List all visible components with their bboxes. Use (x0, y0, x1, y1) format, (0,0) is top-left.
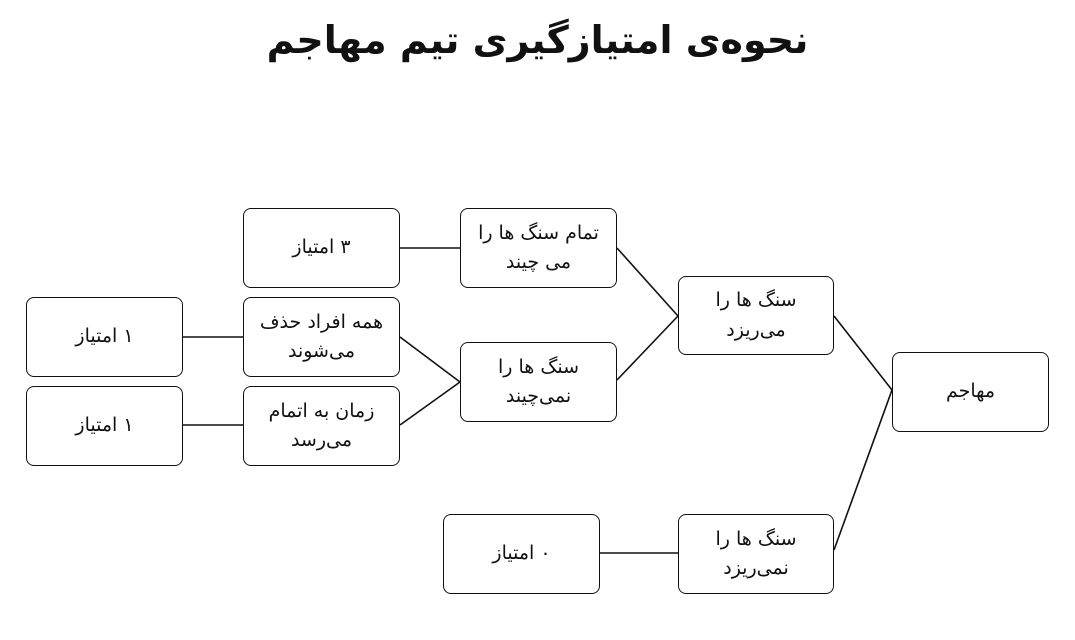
edge-nostack-timeup (400, 382, 460, 425)
edge-nostack-eliminated (400, 337, 460, 382)
node-attacker: مهاجم (892, 352, 1049, 432)
node-all-eliminated: همه افراد حذف می‌شوند (243, 297, 400, 377)
node-no-stack: سنگ ها را نمی‌چیند (460, 342, 617, 422)
node-stack-all: تمام سنگ ها را می چیند (460, 208, 617, 288)
node-score-3: ۳ امتیاز (243, 208, 400, 288)
node-no-spill: سنگ ها را نمی‌ریزد (678, 514, 834, 594)
edge-spill-stackall (617, 248, 678, 316)
edge-spill-nostack (617, 316, 678, 380)
node-time-up: زمان به اتمام می‌رسد (243, 386, 400, 466)
edge-attacker-nospill (834, 390, 892, 550)
diagram-title: نحوه‌ی امتیازگیری تیم مهاجم (266, 18, 809, 62)
edge-attacker-spill (834, 316, 892, 390)
node-score-1a: ۱ امتیاز (26, 297, 183, 377)
node-spill: سنگ ها را می‌ریزد (678, 276, 834, 355)
node-score-1b: ۱ امتیاز (26, 386, 183, 466)
node-score-0: ۰ امتیاز (443, 514, 600, 594)
